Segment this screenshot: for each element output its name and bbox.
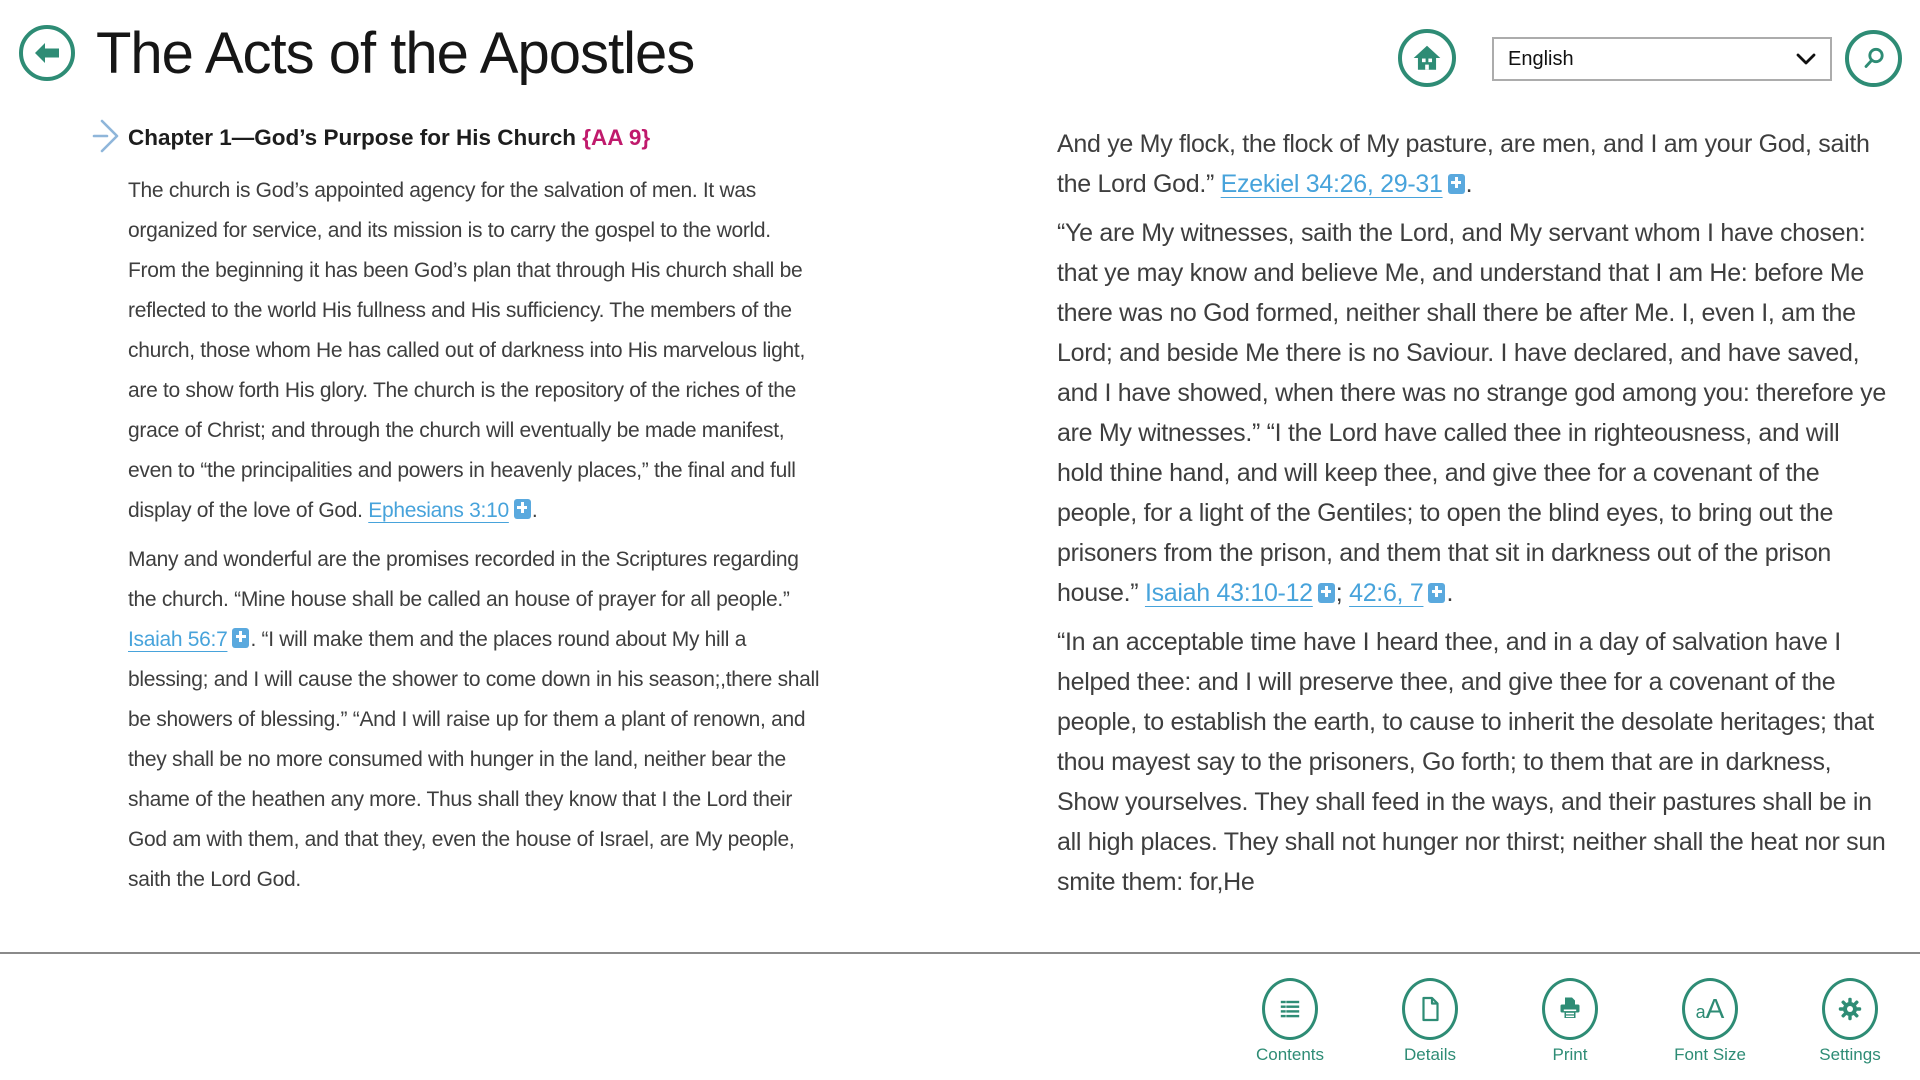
paragraph: “In an acceptable time have I heard thee, and in a day of salvation have I helped thee: and I will preserve thee, and give thee for a covenant of the people, to establish the earth, to cause to inherit the desolate heritages; that thou mayest say to the prisoners, Go forth; to them that are in darkness, Show yourselves. They shall feed in the ways, and their pastures shall be in all high places. They shall not hunger nor thirst; neither shall the heat nor sun smite them: for,He: [1057, 628, 1886, 896]
home-icon: [1411, 42, 1443, 74]
back-button[interactable]: [19, 25, 75, 81]
footer-divider: [0, 952, 1920, 954]
printer-icon: [1542, 978, 1598, 1040]
print-button-label: Print: [1552, 1045, 1588, 1064]
paragraph: Many and wonderful are the promises recorded in the Scriptures regarding the church. “Mine house shall be called an house of prayer for all people.” Isaiah 56:7 . “I will make them and the places round about My hill a blessing; and I will cause the shower to come down in his season;,there shall be showers of blessing.” “And I will raise up for them a plant of renown, and they shall be no more consumed with hunger in the land, neither bear the shame of the heathen any more. Thus shall they know that I the Lord their God am with them, and that they, even the house of Israel, are My people, saith the Lord God.: [128, 548, 820, 891]
paragraph-arrow-icon: [92, 114, 126, 161]
footer-toolbar: [1220, 978, 1920, 1065]
document-icon: [1402, 978, 1458, 1040]
bible-book-icon[interactable]: [1318, 583, 1335, 603]
scripture-link[interactable]: Isaiah 43:10-12: [1144, 579, 1313, 607]
chapter-heading: [128, 122, 820, 154]
language-select[interactable]: [1492, 37, 1832, 81]
print-button[interactable]: [1500, 978, 1640, 1065]
language-select-value: English: [1508, 47, 1574, 70]
gear-icon: [1822, 978, 1878, 1040]
font-size-button-label: Font Size: [1674, 1045, 1746, 1064]
search-icon: [1859, 44, 1889, 74]
font-size-button[interactable]: [1640, 978, 1780, 1065]
paragraph: “Ye are My witnesses, saith the Lord, and My servant whom I have chosen: that ye may know and believe Me, and understand that I am He: before Me there was no God formed, neither shall there be after Me. I, even I, am the Lord; and beside Me there is no Saviour. I have declared, and have saved, and I have showed, when there was no strange god among you: therefore ye are My witnesses.” “I the Lord have called thee in righteousness, and will hold thine hand, and will keep thee, and give thee for a covenant of the people, for a light of the Gentiles; to open the blind eyes, to bring out the prisoners from the prison, and them that sit in darkness out of the prison house.” Isaiah 43:10-12 ; 42:6, 7 .: [1057, 219, 1886, 607]
page-title: The Acts of the Apostles: [96, 21, 695, 86]
details-button[interactable]: [1360, 978, 1500, 1065]
scripture-link[interactable]: Ezekiel 34:26, 29-31: [1220, 170, 1443, 198]
page-reference-badge: {AA 9}: [582, 125, 651, 150]
search-button[interactable]: [1845, 30, 1902, 87]
settings-button-label: Settings: [1819, 1045, 1881, 1064]
bible-book-icon[interactable]: [232, 628, 249, 648]
scripture-link[interactable]: 42:6, 7: [1349, 579, 1424, 607]
contents-button[interactable]: [1220, 978, 1360, 1065]
paragraph: And ye My flock, the flock of My pasture, are men, and I am your God, saith the Lord God.” Ezekiel 34:26, 29-31 .: [1057, 130, 1870, 198]
details-button-label: Details: [1404, 1045, 1456, 1064]
settings-button[interactable]: [1780, 978, 1920, 1065]
contents-button-label: Contents: [1255, 1045, 1325, 1064]
contents-list-icon: [1262, 978, 1318, 1040]
bible-book-icon[interactable]: [1448, 174, 1465, 194]
bible-book-icon[interactable]: [514, 499, 531, 519]
right-text-column: [1057, 124, 1890, 952]
bible-book-icon[interactable]: [1428, 583, 1445, 603]
scripture-link[interactable]: Ephesians 3:10: [368, 499, 509, 522]
font-size-icon: a A: [1682, 978, 1738, 1040]
scripture-link[interactable]: Isaiah 56:7: [128, 628, 228, 651]
paragraph: The church is God’s appointed agency for the salvation of men. It was organized for service, and its mission is to carry the gospel to the world. From the beginning it has been God’s plan that through His church shall be reflected to the world His fullness and His sufficiency. The members of the church, those whom He has called out of darkness into His marvelous light, are to show forth His glory. The church is the repository of the riches of the grace of Christ; and through the church will eventually be made manifest, even to “the principalities and powers in heavenly places,” the final and full display of the love of God. Ephesians 3:10 .: [128, 179, 805, 522]
left-text-column: [128, 122, 820, 952]
back-arrow-icon: [33, 39, 61, 67]
home-button[interactable]: [1398, 29, 1456, 87]
chapter-heading-text: Chapter 1—God’s Purpose for His Church: [128, 125, 576, 150]
chevron-down-icon: [1796, 53, 1816, 65]
